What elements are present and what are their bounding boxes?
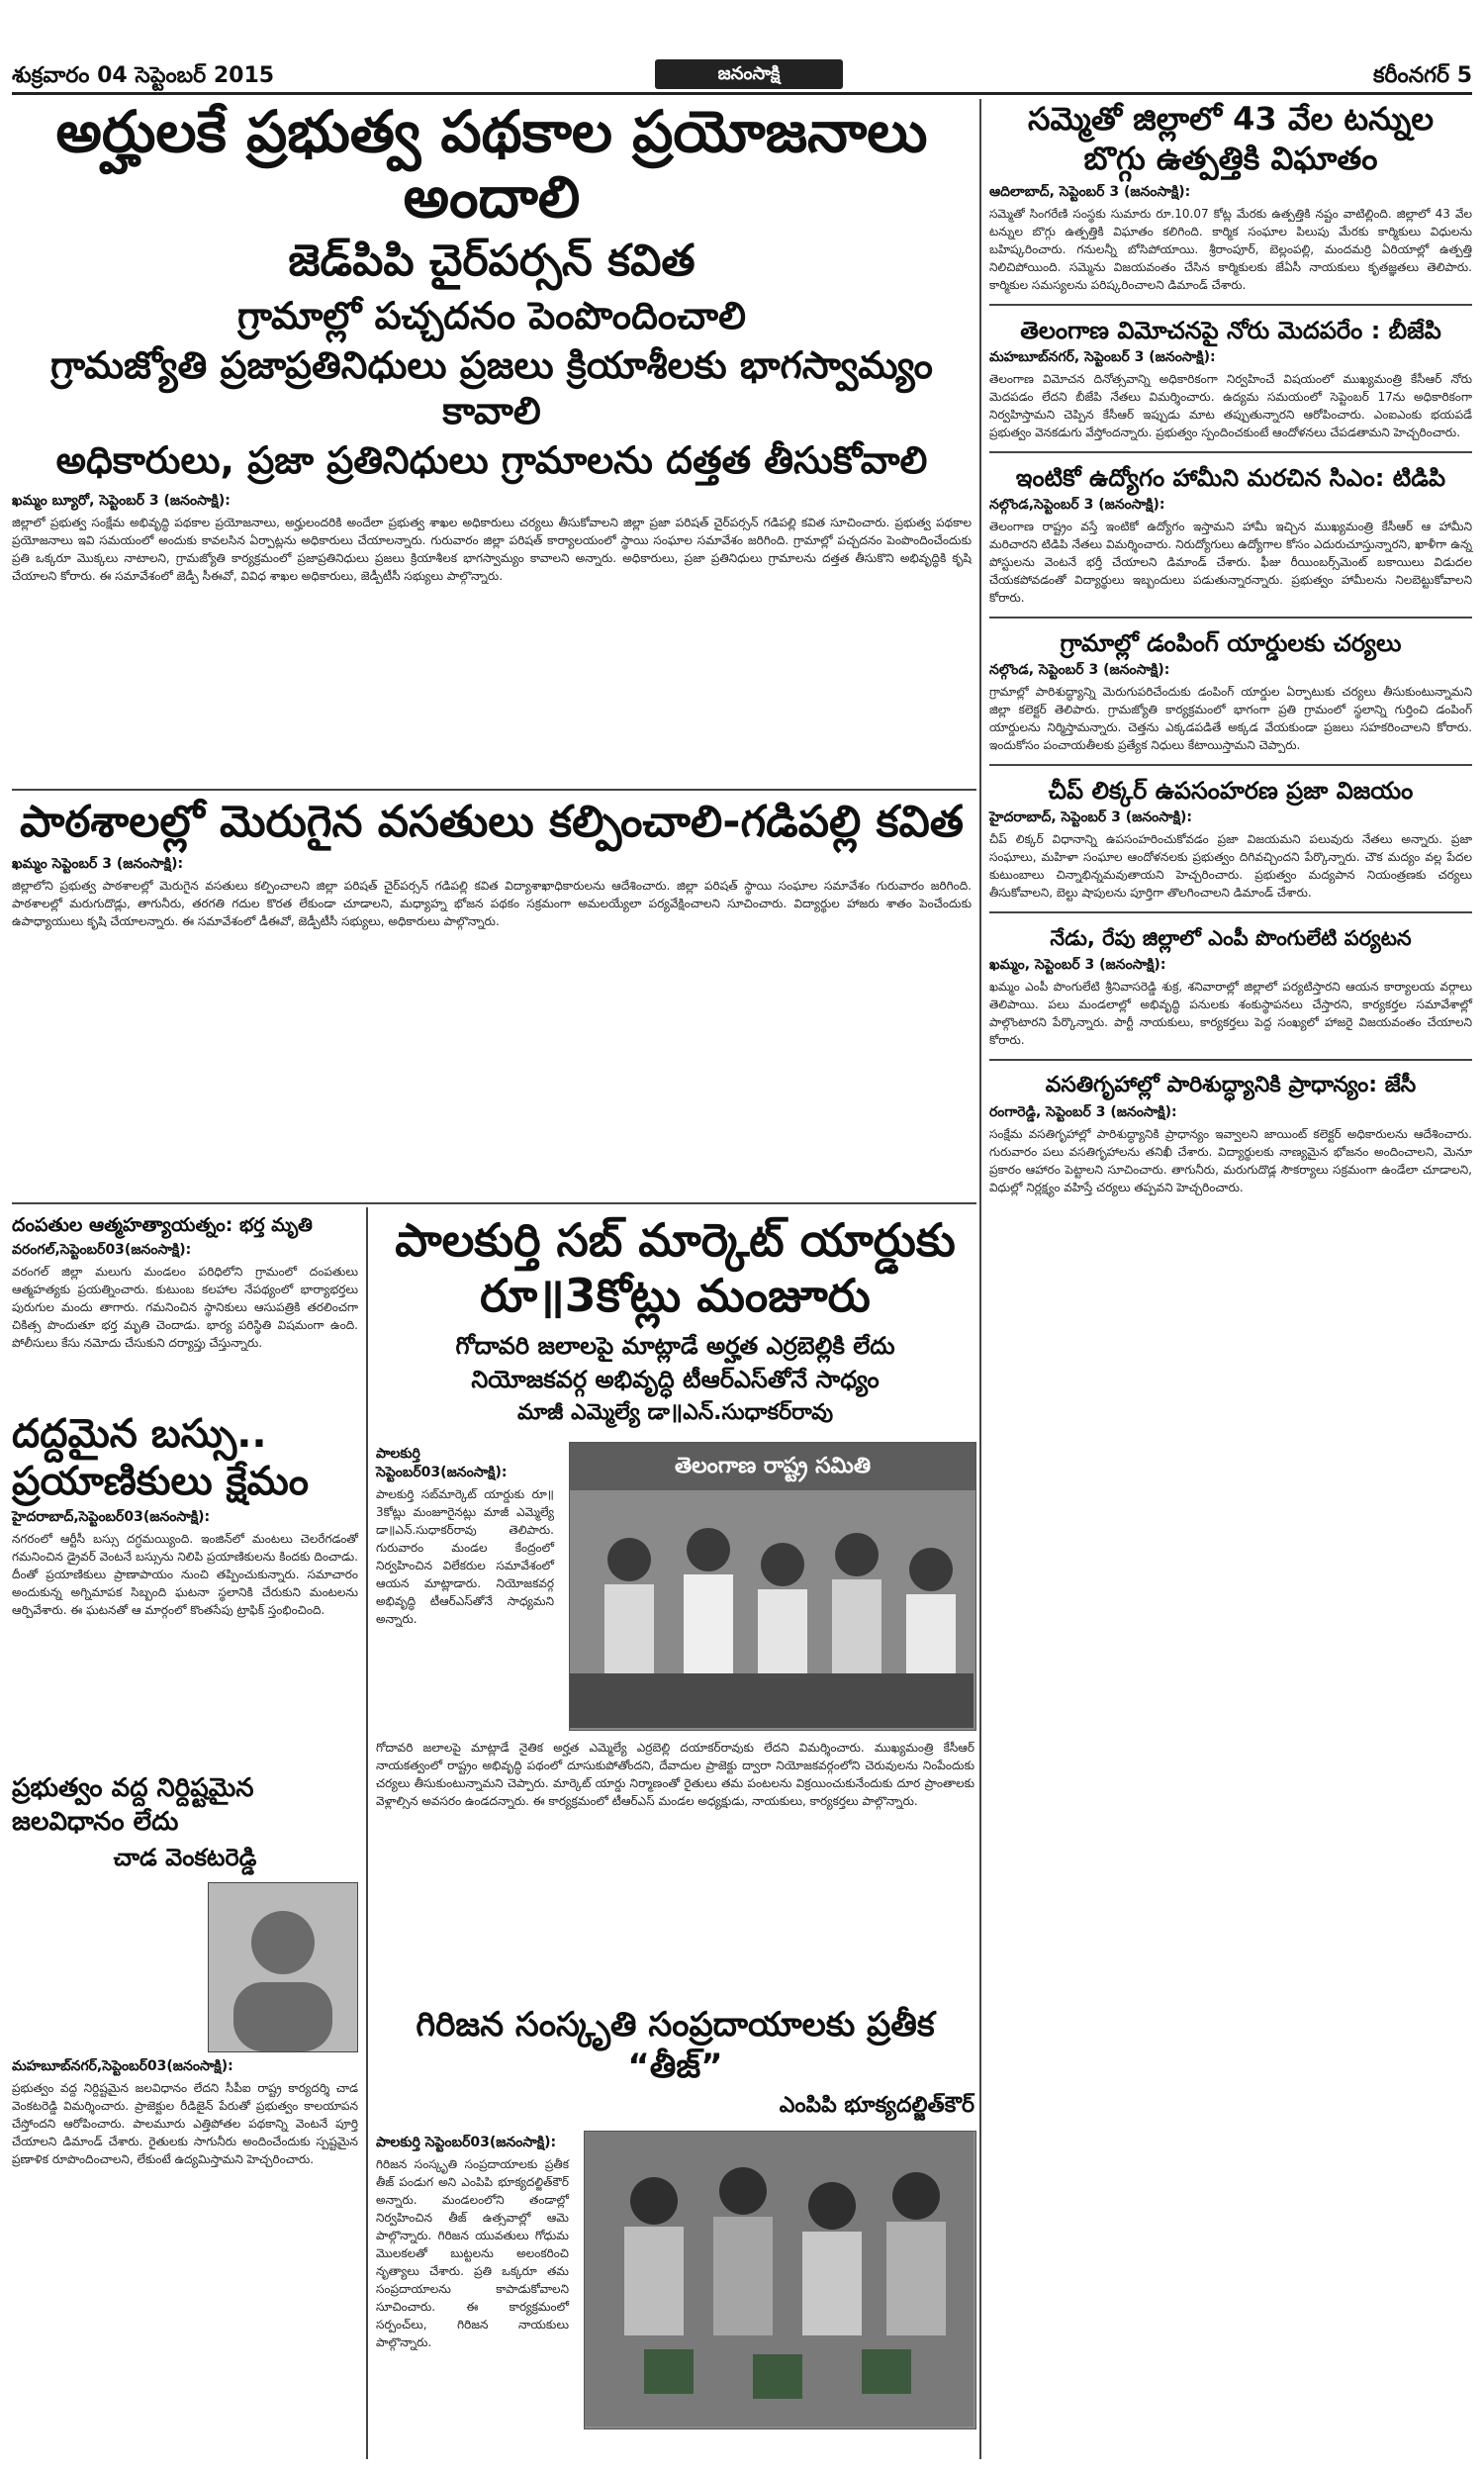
- rule-liquor: [989, 911, 1472, 913]
- coal-dateline: ఆదిలాబాద్, సెప్టెంబర్ 3 (జనంసాక్షి):: [989, 184, 1191, 200]
- teej-dateline: పాలకుర్తి సెప్టెంబర్03(జనంసాక్షి):: [376, 2135, 557, 2150]
- water-policy-story: [12, 1771, 358, 2464]
- market-body: గోదావరి జలాలపై మాట్లాడే నైతిక అర్హత ఎమ్మెల్యే ఎర్రబెల్లి దయాకర్‌రావుకు లేదని విమర్శించారు. ముఖ్యమంత్రి కేసీఆర్ నాయకత్వంలో రాష్ట్రం అభివృద్ధి పథంలో దూసుకుపోతోందని, దేవాదుల ప్రాజెక్టు ద్వారా నియోజకవర్గంలోని చెరువులను నింపేందుకు చర్యలు తీసుకుంటున్నామని చెప్పారు. మార్కెట్ యార్డు నిర్మాణంతో రైతులు తమ పంటలను విక్రయించుకునేందుకు దూర ప్రాంతాలకు వెళ్లాల్సిన అవసరం ఉండదన్నారు. ఈ కార్యక్రమంలో టీఆర్ఎస్ మండల అధ్యక్షుడు, నాయకులు, కార్యకర్తలు పాల్గొన్నారు.: [376, 1741, 974, 1808]
- lead-headline: అర్హులకే ప్రభుత్వ పథకాల ప్రయోజనాలు అందాలి: [55, 98, 928, 231]
- dowry-body: వరంగల్ జిల్లా మలుగు మండలం పరిధిలోని గ్రామంలో దంపతులు ఆత్మహత్యకు ప్రయత్నించారు. కుటుంబ కలహాల నేపథ్యంలో భార్యాభర్తలు పురుగుల మందు తాగారు. గమనించిన స్థానికులు ఆసుపత్రికి తరలించగా చికిత్స పొందుతూ భర్త మృతి చెందాడు. భార్య పరిస్థితి విషమంగా ఉంది. పోలీసులు కేసు నమోదు చేసుకుని దర్యాప్తు చేస్తున్నారు.: [12, 1265, 358, 1350]
- dowry-headline: దంపతుల ఆత్మహత్యాయత్నం: భర్త మృతి: [12, 1214, 313, 1236]
- bus-dateline: హైదరాబాద్,సెప్టెంబర్03(జనంసాక్షి):: [12, 1509, 211, 1525]
- dumping-headline: గ్రామాల్లో డంపింగ్ యార్డులకు చర్యలు: [1060, 629, 1402, 657]
- tdp-story: [989, 463, 1472, 607]
- market-side-body: పాలకుర్తి సబ్‌మార్కెట్ యార్డుకు రూ॥3కోట్లు మంజూరైనట్లు మాజీ ఎమ్మెల్యే డా॥ఎన్.సుధాకర్‌రావు తెలిపారు. గురువారం మండల కేంద్రంలో నిర్వహించిన విలేకరుల సమావేశంలో ఆయన మాట్లాడారు. నియోజకవర్గ అభివృద్ధి టీఆర్ఎస్‌తోనే సాధ్యమని అన్నారు.: [376, 1487, 554, 1626]
- bus-body: నగరంలో ఆర్టీసీ బస్సు దగ్ధమయ్యింది. ఇంజిన్‌లో మంటలు చెలరేగడంతో గమనించిన డ్రైవర్ వెంటనే బస్సును నిలిపి ప్రయాణికులను కిందకు దించాడు. దీంతో ప్రయాణికులు ప్రాణాపాయం నుంచి తప్పించుకున్నారు. సమాచారం అందుకున్న అగ్నిమాపక సిబ్బంది ఘటనా స్థలానికి చేరుకుని మంటలను ఆర్పివేశారు. ఈ ఘటనతో ఆ మార్గంలో కొంతసేపు ట్రాఫిక్ స్తంభించింది.: [12, 1532, 358, 1617]
- hostel-headline: వసతిగృహాల్లో పారిశుద్ధ్యానికి ప్రాధాన్యం: జేసీ: [1045, 1073, 1417, 1097]
- coal-body: సమ్మెతో సింగరేణి సంస్థకు సుమారు రూ.10.07 కోట్ల మేరకు ఉత్పత్తికి నష్టం వాటిల్లింది. జిల్లాలో 43 వేల టన్నుల బొగ్గు ఉత్పత్తికి విఘాతం కలిగింది. కార్మిక సంఘాల పిలుపు మేరకు కార్మికులు విధులను బహిష్కరించారు. గనులన్నీ బోసిపోయాయి. శ్రీరాంపూర్, బెల్లంపల్లి, మందమర్రి ఏరియాల్లో ఉత్పత్తి నిలిచిపోయింది. సమ్మెను విజయవంతం చేసిన కార్మికులకు జేఏసీ నాయకులు కృతజ్ఞతలు తెలిపారు. కార్మికుల సమస్యలను పరిష్కరించాలని డిమాండ్ చేశారు.: [989, 207, 1472, 292]
- mp-dateline: ఖమ్మం, సెప్టెంబర్ 3 (జనంసాక్షి):: [989, 957, 1166, 973]
- issue-date: శుక్రవారం 04 సెప్టెంబర్ 2015: [12, 63, 275, 88]
- market-headline-1: పాలకుర్తి సబ్ మార్కెట్ యార్డుకు: [395, 1213, 956, 1267]
- page-number: కరీంనగర్ 5: [1373, 63, 1472, 88]
- dowry-story: [12, 1212, 358, 1400]
- tdp-body: తెలంగాణ రాష్ట్రం వస్తే ఇంటికో ఉద్యోగం ఇస్తామని హామీ ఇచ్చిన ముఖ్యమంత్రి కేసీఆర్ ఆ హామీని మరిచారని టిడిపి నేతలు విమర్శించారు. నిరుద్యోగులు ఉద్యోగాల కోసం ఎదురుచూస్తున్నారని, ఖాళీగా ఉన్న పోస్టులను వెంటనే భర్తీ చేయాలని డిమాండ్ చేశారు. ఫీజు రీయింబర్స్‌మెంట్ బకాయిలు విడుదల చేయకపోవడంతో విద్యార్థులు ఇబ్బందులు పడుతున్నారన్నారు. ప్రభుత్వం హామీలను నిలబెట్టుకోవాలని కోరారు.: [989, 520, 1472, 605]
- teej-text-column: [376, 2131, 569, 2351]
- dumping-dateline: నల్గొండ, సెప్టెంబర్ 3 (జనంసాక్షి):: [989, 662, 1170, 678]
- schools-dateline: ఖమ్మం సెప్టెంబర్ 3 (జనంసాక్షి):: [12, 856, 184, 872]
- market-headline-2: రూ॥3కోట్లు మంజూరు: [480, 1269, 871, 1322]
- water-byline: చాడ వెంకటరెడ్డి: [113, 1844, 257, 1871]
- market-photo: [569, 1442, 976, 1731]
- lead-subhead-2: గ్రామాల్లో పచ్చదనం పెంపొందించాలి: [237, 294, 746, 337]
- right-column: [989, 99, 1472, 2459]
- lead-subhead-4: అధికారులు, ప్రజా ప్రతినిధులు గ్రామాలను దత్తత తీసుకోవాలి: [55, 438, 928, 482]
- rule-mp: [989, 1059, 1472, 1061]
- market-dateline: పాలకుర్తి సెప్టెంబర్03(జనంసాక్షి):: [376, 1446, 508, 1480]
- page-header: [12, 57, 1472, 95]
- bjp-headline: తెలంగాణ విమోచనపై నోరు మెదపరేం : బీజేపి: [1020, 317, 1441, 344]
- rule-coal: [989, 304, 1472, 306]
- liquor-headline: చీప్ లిక్కర్ ఉపసంహరణ ప్రజా విజయం: [1048, 777, 1414, 805]
- teej-photo: [584, 2131, 976, 2429]
- bjp-body: తెలంగాణ విమోచన దినోత్సవాన్ని అధికారికంగా నిర్వహించే విషయంలో ముఖ్యమంత్రి కేసీఆర్ నోరు మెదపడం లేదని బీజేపి నేతలు విమర్శించారు. ఉద్యమ సమయంలో సెప్టెంబర్ 17ను అధికారికంగా నిర్వహిస్తామని చెప్పిన కేసీఆర్ ఇప్పుడు మాట తప్పుతున్నారని ఆరోపించారు. ఎంఐఎంకు భయపడే ప్రభుత్వం వెనకడుగు వేస్తోందన్నారు. ప్రభుత్వం స్పందించకుంటే ఆందోళనలు చేపడతామని హెచ్చరించారు.: [989, 372, 1472, 439]
- lead-body: జిల్లాలో ప్రభుత్వ సంక్షేమ అభివృద్ధి పథకాల ప్రయోజనాలు, అర్హులందరికి అందేలా ప్రభుత్వ శాఖల అధికారులు చర్యలు తీసుకోవాలని జిల్లా ప్రజా పరిషత్ చైర్‌పర్సన్ గడిపల్లి కవిత సూచించారు. ప్రభుత్వ పథకాల ప్రయోజనాలు ఇవి సమయంలో అందుకు కావలసిన ఏర్పాట్లను అధికారులు చేయాలన్నారు. గురువారం జిల్లా పరిషత్ కార్యాలయంలో స్థాయి సంఘాల సమావేశం జరిగింది. గ్రామాల్లో పచ్చదనం పెంపొందించేందుకు ప్రతి ఒక్కరూ మొక్కలు నాటాలని, గ్రామజ్యోతి కార్యక్రమంలో ప్రజాప్రతినిధులు ప్రజలు క్రియాశీలక భాగస్వామ్యం కావాలని అన్నారు. అధికారులు, ప్రజా ప్రతినిధులు గ్రామాలను దత్తత తీసుకొని అభివృద్ధికి కృషి చేయాలని కోరారు. ఈ సమావేశంలో జెడ్పీ సీఈవో, వివిధ శాఖల అధికారులు, జెడ్పీటీసీ సభ్యులు పాల్గొన్నారు.: [12, 516, 972, 583]
- lead-subhead-3: గ్రామజ్యోతి ప్రజాప్రతినిధులు ప్రజలు క్రియాశీలకు భాగస్వామ్యం కావాలి: [50, 343, 933, 432]
- section-rule-lead: [12, 789, 976, 791]
- mp-body: ఖమ్మం ఎంపీ పొంగులేటి శ్రీనివాసరెడ్డి శుక్ర, శనివారాల్లో జిల్లాలో పర్యటిస్తారని ఆయన కార్యాలయ వర్గాలు తెలిపాయి. పలు మండలాల్లో అభివృద్ధి పనులకు శంకుస్థాపనలు చేస్తారని, కార్యకర్తల సమావేశాల్లో పాల్గొంటారని పేర్కొన్నారు. పార్టీ నాయకులు, కార్యకర్తలు పెద్ద సంఖ్యలో హాజరై విజయవంతం చేయాలని కోరారు.: [989, 980, 1472, 1047]
- chada-portrait: [208, 1882, 358, 2052]
- rule-dump: [989, 764, 1472, 766]
- coal-headline-1: సమ్మెతో జిల్లాలో 43 వేల టన్నుల: [1027, 100, 1435, 138]
- dowry-dateline: వరంగల్,సెప్టెంబర్03(జనంసాక్షి):: [12, 1242, 192, 1258]
- tdp-headline: ఇంటికో ఉద్యోగం హామీని మరచిన సిఎం: టిడిపి: [1015, 464, 1446, 492]
- hostel-dateline: రంగారెడ్డి, సెప్టెంబర్ 3 (జనంసాక్షి):: [989, 1104, 1177, 1120]
- photo-people: [570, 1490, 974, 1728]
- market-side-column: [376, 1442, 554, 1628]
- mp-headline: నేడు, రేపు జిల్లాలో ఎంపీ పొంగులేటి పర్యటన: [1050, 926, 1412, 950]
- liquor-dateline: హైదరాబాద్, సెప్టెంబర్ 3 (జనంసాక్షి):: [989, 809, 1193, 825]
- water-headline: ప్రభుత్వం వద్ద నిర్దిష్టమైన జలవిధానం లేదు: [12, 1773, 254, 1837]
- portrait-silhouette: [209, 1883, 357, 2051]
- schools-headline: పాఠశాలల్లో మెరుగైన వసతులు కల్పించాలి-గడిపల్లి కవిత: [19, 797, 965, 847]
- bus-headline: దద్దమైన బస్సు.. ప్రయాణికులు క్షేమం: [12, 1411, 310, 1504]
- dumping-body: గ్రామాల్లో పారిశుద్ధ్యాన్ని మెరుగుపరిచేందుకు డంపింగ్ యార్డుల ఏర్పాటుకు చర్యలు తీసుకుంటున్నామని జిల్లా కలెక్టర్ తెలిపారు. గ్రామజ్యోతి కార్యక్రమంలో భాగంగా ప్రతి గ్రామంలో స్థలాన్ని గుర్తించి డంపింగ్ యార్డులను నిర్మిస్తామన్నారు. చెత్తను ఎక్కడపడితే అక్కడ వేయకుండా ప్రజలు సహకరించాలని కోరారు. ఇందుకోసం పంచాయతీలకు ప్రత్యేక నిధులు కేటాయిస్తామని చెప్పారు.: [989, 685, 1472, 752]
- market-sub-1: గోదావరి జలాలపై మాట్లాడే అర్హత ఎర్రబెల్లికి లేదు: [455, 1332, 895, 1360]
- liquor-body: చీప్ లిక్కర్ విధానాన్ని ఉపసంహరించుకోవడం ప్రజా విజయమని పలువురు నేతలు అన్నారు. ప్రజా సంఘాలు, మహిళా సంఘాల ఆందోళనలకు ప్రభుత్వం దిగివచ్చిందని పేర్కొన్నారు. చౌక మద్యం వల్ల పేదల కుటుంబాలు చిన్నాభిన్నమవుతాయని హెచ్చరించారు. ప్రభుత్వం మద్యపాన నియంత్రణకు చర్యలు తీసుకోవాలని, బెల్టు షాపులను పూర్తిగా తొలగించాలని డిమాండ్ చేశారు.: [989, 832, 1472, 900]
- column-rule-left-inner: [366, 1207, 368, 2459]
- market-sub-2: నియోజకవర్గ అభివృద్ధి టీఆర్ఎస్‌తోనే సాధ్యం: [471, 1366, 880, 1393]
- hostel-body: సంక్షేమ వసతిగృహాల్లో పారిశుద్ధ్యానికి ప్రాధాన్యం ఇవ్వాలని జాయింట్ కలెక్టర్ అధికారులను ఆదేశించారు. గురువారం పలు వసతిగృహాలను తనిఖీ చేశారు. విద్యార్థులకు నాణ్యమైన భోజనం అందించాలని, మెనూ ప్రకారం ఆహారం పెట్టాలని సూచించారు. తాగునీరు, మరుగుదొడ్ల సౌకర్యాలు సక్రమంగా ఉండేలా చూడాలని, విధుల్లో నిర్లక్ష్యం వహిస్తే చర్యలు తప్పవని హెచ్చరించారు.: [989, 1127, 1472, 1194]
- water-dateline: మహబూబ్‌నగర్,సెప్టెంబర్03(జనంసాక్షి):: [12, 2058, 233, 2074]
- water-body: ప్రభుత్వం వద్ద నిర్దిష్టమైన జలవిధానం లేదని సీపీఐ రాష్ట్ర కార్యదర్శి చాడ వెంకటరెడ్డి విమర్శించారు. ప్రాజెక్టుల రీడిజైన్ పేరుతో ప్రభుత్వం కాలయాపన చేస్తోందని ఆరోపించారు. పాలమూరు ఎత్తిపోతల పథకాన్ని వెంటనే పూర్తి చేయాలని డిమాండ్ చేశారు. రైతులకు సాగునీరు అందించేందుకు స్పష్టమైన ప్రణాళిక రూపొందించాలని, లేకుంటే ఉద్యమిస్తామని హెచ్చరించారు.: [12, 2081, 358, 2166]
- column-rule-right: [979, 99, 981, 2459]
- market-byline: మాజీ ఎమ్మెల్యే డా॥ఎన్.సుధాకర్‌రావు: [516, 1400, 834, 1425]
- teej-story: [376, 2004, 974, 2464]
- photo-festival: [585, 2132, 974, 2426]
- market-columns: [376, 1442, 974, 1729]
- bus-story: [12, 1410, 358, 1757]
- section-rule-left: [12, 1202, 976, 1204]
- teej-byline: ఎంపిపి భూక్యదల్జిత్‌కౌర్: [779, 2093, 974, 2118]
- masthead-logo: జనంసాక్షి: [655, 59, 843, 89]
- tdp-dateline: నల్గొండ,సెప్టెంబర్ 3 (జనంసాక్షి):: [989, 497, 1165, 513]
- bjp-story: [989, 316, 1472, 441]
- mp-visit-story: [989, 923, 1472, 1049]
- hostel-story: [989, 1071, 1472, 1196]
- dumping-story: [989, 628, 1472, 754]
- bjp-dateline: మహబూబ్‌నగర్, సెప్టెంబర్ 3 (జనంసాక్షి):: [989, 349, 1216, 365]
- lead-story: [12, 99, 972, 787]
- rule-bjp: [989, 451, 1472, 453]
- coal-headline-2: బొగ్గు ఉత్పత్తికి విఘాతం: [1083, 140, 1378, 177]
- liquor-story: [989, 776, 1472, 902]
- photo-party-banner: తెలంగాణ రాష్ట్ర సమితి: [570, 1443, 975, 1490]
- teej-columns: [376, 2131, 974, 2457]
- lead-dateline: ఖమ్మం బ్యూరో, సెప్టెంబర్ 3 (జనంసాక్షి):: [12, 493, 231, 509]
- lead-subhead-1: జెడ్‌పిపి చైర్‌పర్సన్ కవిత: [288, 236, 696, 286]
- teej-body: గిరిజన సంస్కృతి సంప్రదాయాలకు ప్రతీక తీజ్ పండుగ అని ఎంపిపి భూక్యదల్జిత్‌కౌర్ అన్నారు. మండలంలోని తండాల్లో నిర్వహించిన తీజ్ ఉత్సవాల్లో ఆమె పాల్గొన్నారు. గిరిజన యువతులు గోధుమ మొలకలతో బుట్టలను అలంకరించి నృత్యాలు చేశారు. ప్రతి ఒక్కరూ తమ సంప్రదాయాలను కాపాడుకోవాలని సూచించారు. ఈ కార్యక్రమంలో సర్పంచ్‌లు, గిరిజన నాయకులు పాల్గొన్నారు.: [376, 2157, 569, 2349]
- schools-story: [12, 797, 972, 1197]
- coal-story: [989, 99, 1472, 294]
- rule-tdp: [989, 617, 1472, 618]
- schools-body: జిల్లాలోని ప్రభుత్వ పాఠశాలల్లో మెరుగైన వసతులు కల్పించాలని జిల్లా పరిషత్ చైర్‌పర్సన్ గడిపల్లి కవిత విద్యాశాఖాధికారులను ఆదేశించారు. జిల్లా పరిషత్ స్థాయి సంఘాల సమావేశం గురువారం జరిగింది. పాఠశాలల్లో మరుగుదొడ్లు, తాగునీరు, తరగతి గదుల కొరత లేకుండా చూడాలని, మధ్యాహ్న భోజన పథకం సక్రమంగా అమలయ్యేలా పర్యవేక్షించాలని సూచించారు. విద్యార్థుల హాజరు శాతం పెంచేందుకు ఉపాధ్యాయులు కృషి చేయాలన్నారు. ఈ సమావేశంలో డీఈవో, జెడ్పీటీసీ సభ్యులు, అధికారులు పాల్గొన్నారు.: [12, 879, 972, 928]
- market-yard-story: [376, 1212, 974, 1994]
- teej-headline: గిరిజన సంస్కృతి సంప్రదాయాలకు ప్రతీక “తీజ్”: [416, 2005, 935, 2086]
